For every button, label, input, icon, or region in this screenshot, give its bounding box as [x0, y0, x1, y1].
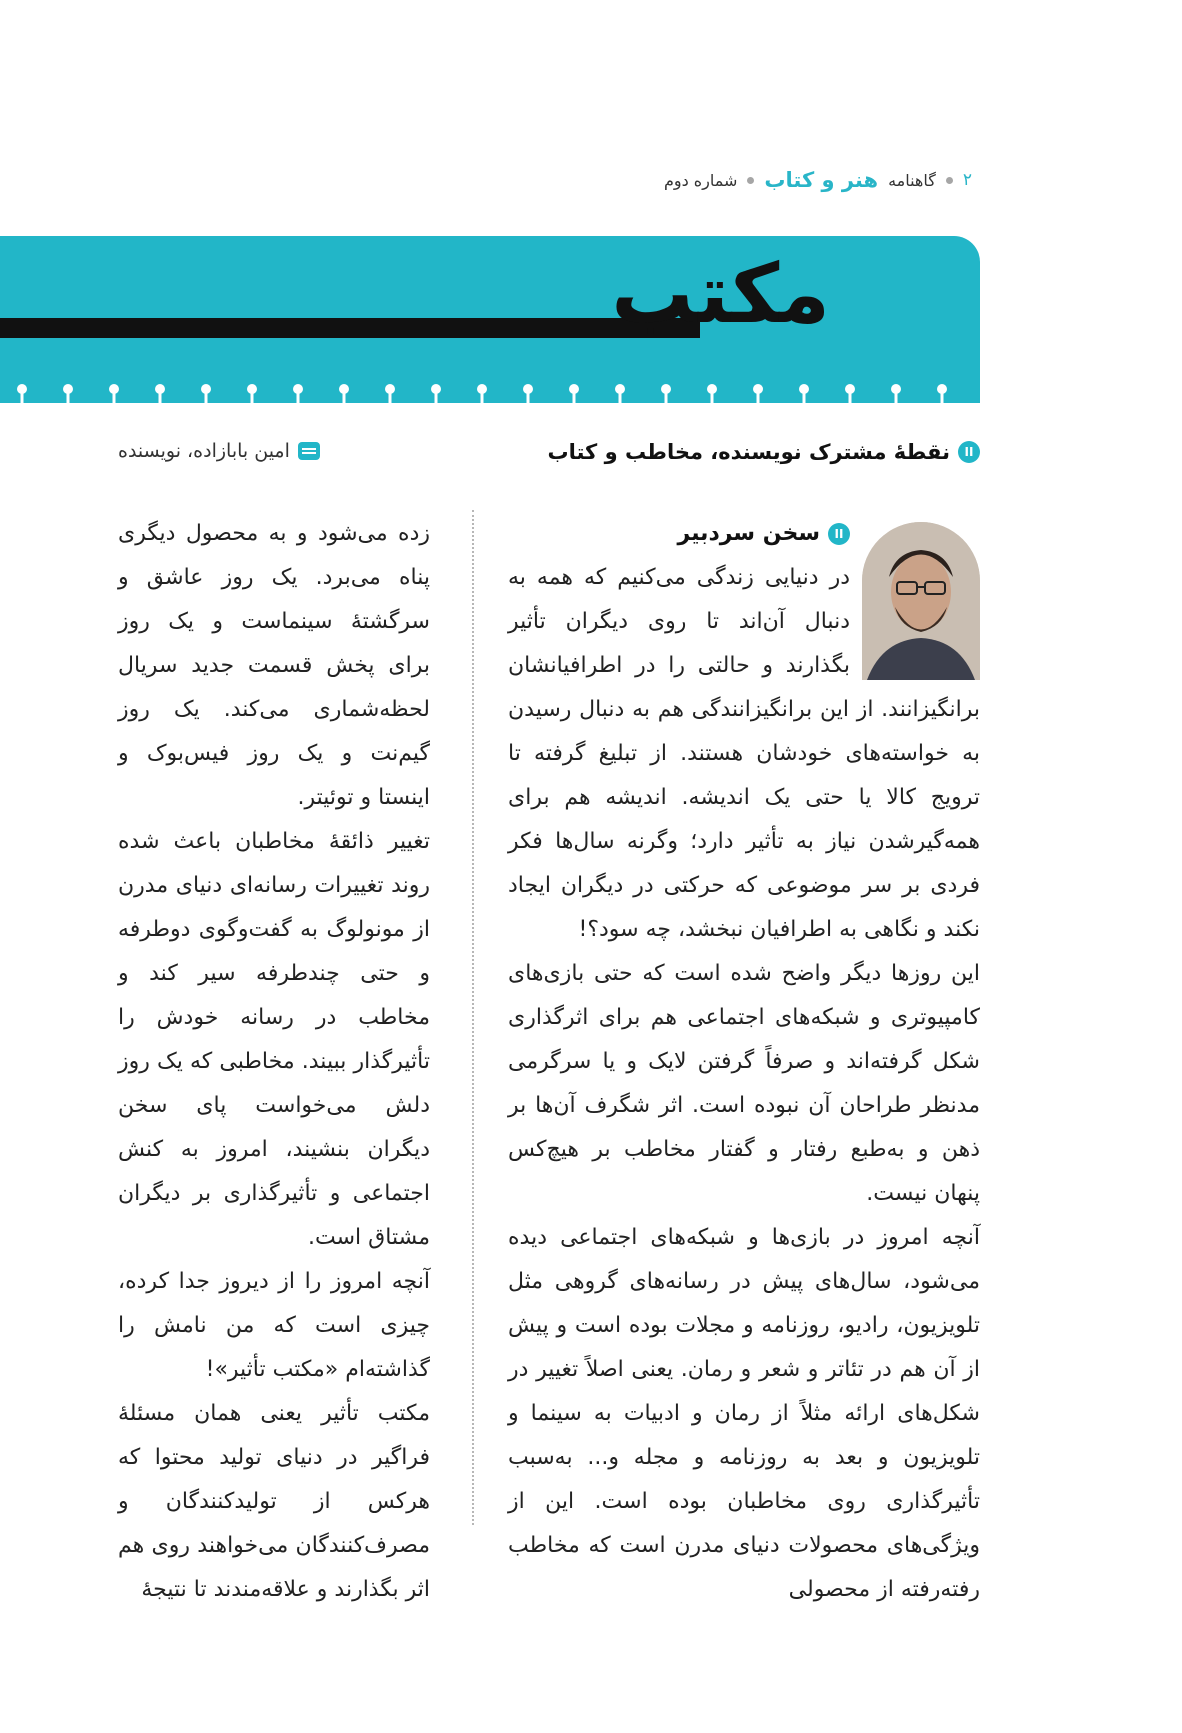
pin-stem-icon: [343, 391, 346, 405]
magazine-logo: هنر و کتاب: [764, 168, 879, 192]
banner-title: مکتب: [611, 247, 830, 342]
separator-dot-icon: [747, 177, 754, 184]
pin-stem-icon: [113, 391, 116, 405]
magazine-prefix: گاهنامه: [888, 170, 936, 190]
pin-stem-icon: [205, 391, 208, 405]
left-column: [118, 512, 430, 1612]
separator-dot-icon: [946, 177, 953, 184]
pin-stem-icon: [941, 391, 944, 405]
pin-stem-icon: [297, 391, 300, 405]
pin-stem-icon: [481, 391, 484, 405]
section-heading: [508, 512, 850, 556]
pin-stem-icon: [757, 391, 760, 405]
pin-stem-icon: [711, 391, 714, 405]
pin-stem-icon: [251, 391, 254, 405]
pin-stem-icon: [803, 391, 806, 405]
paragraph: آنچه امروز در بازی‌ها و شبکه‌های اجتماعی دیده می‌شود، سال‌های پیش در رسانه‌های گروهی مثل تلویزیون، رادیو، روزنامه و مجلات بوده است و پیش از آن هم در تئاتر و شعر و رمان. یعنی اصلاً تغییر در شکل‌های ارائه مثلاً از رمان و ادبیات به سینما و تلویزیون و بعد به روزنامه و مجله و... به‌سبب تأثیرگذاری روی مخاطبان بوده است. این از ویژگی‌های محصولات دنیای مدرن است که مخاطب رفته‌رفته از محصولی: [508, 1225, 980, 1602]
article-author-text: امین بابازاده، نویسنده: [118, 440, 290, 462]
paragraph: این روزها دیگر واضح شده است که حتی بازی‌های کامپیوتری و شبکه‌های اجتماعی هم برای اثرگذاری شکل گرفته‌اند و صرفاً گرفتن لایک و یا سرگرمی مدنظر طراحان آن نبوده است. اثر شگرف آن‌ها بر ذهن و به‌طبع رفتار و گفتار مخاطب بر هیچ‌کس پنهان نیست.: [508, 961, 980, 1206]
right-column: [508, 512, 980, 1612]
author-photo: [862, 522, 980, 680]
pause-icon: II: [828, 523, 850, 545]
article-author: [118, 440, 320, 462]
pin-stem-icon: [435, 391, 438, 405]
column-divider: [472, 510, 474, 1525]
pin-stem-icon: [849, 391, 852, 405]
pin-stem-icon: [573, 391, 576, 405]
speech-bubble-icon: [298, 442, 320, 460]
pin-stem-icon: [619, 391, 622, 405]
section-heading-text: سخن سردبیر: [677, 521, 820, 546]
paragraph: آنچه امروز را از دیروز جدا کرده، چیزی است که من نامش را گذاشته‌ام «مکتب تأثیر»!: [118, 1269, 430, 1382]
pin-stem-icon: [665, 391, 668, 405]
banner-pin-border: [0, 377, 980, 411]
banner-black-bar: [0, 318, 700, 338]
pin-stem-icon: [21, 391, 24, 405]
pin-stem-icon: [67, 391, 70, 405]
page-number: ۲: [962, 170, 972, 190]
pin-stem-icon: [159, 391, 162, 405]
pin-stem-icon: [895, 391, 898, 405]
pin-stem-icon: [527, 391, 530, 405]
page-header: [664, 168, 972, 192]
pause-icon: II: [958, 441, 980, 463]
paragraph: زده می‌شود و به محصول دیگری پناه می‌برد. یک روز عاشق و سرگشتهٔ سینماست و یک روز برای پخش قسمت جدید سریال لحظه‌شماری می‌کند. یک روز گیم‌نت و یک روز فیس‌بوک و اینستا و توئیتر.: [118, 521, 430, 810]
paragraph: در دنیایی زندگی می‌کنیم که همه به دنبال آن‌اند تا روی دیگران تأثیر بگذارند و حالتی را در اطرافیانشان برانگیزانند. از این برانگیزانندگی هم به دنبال رسیدن به خواسته‌های خودشان هستند. از تبلیغ گرفته تا ترویج کالا یا حتی یک اندیشه. اندیشه هم برای همه‌گیرشدن نیاز به تأثیر دارد؛ وگرنه سال‌ها فکر فردی بر سر موضوعی که حرکتی در دیگران ایجاد نکند و نگاهی به اطرافیان نبخشد، چه سود؟!: [508, 565, 980, 942]
article-title-text: نقطهٔ مشترک نویسنده، مخاطب و کتاب: [547, 440, 950, 464]
section-banner: [0, 236, 980, 411]
paragraph: تغییر ذائقهٔ مخاطبان باعث شده روند تغییرات رسانه‌ای دنیای مدرن از مونولوگ به گفت‌وگوی دوطرفه و حتی چندطرفه سیر کند و مخاطب در رسانه خودش را تأثیرگذار ببیند. مخاطبی که یک روز دلش می‌خواست پای سخن دیگران بنشیند، امروز به کنش اجتماعی و تأثیرگذاری بر دیگران مشتاق است.: [118, 829, 430, 1250]
paragraph: مکتب تأثیر یعنی همان مسئلهٔ فراگیر در دنیای تولید محتوا که هرکس از تولیدکنندگان و مصرف‌کنندگان می‌خواهند روی هم اثر بگذارند و علاقه‌مندند تا نتیجهٔ: [118, 1401, 430, 1602]
issue-label: شماره دوم: [663, 170, 738, 190]
article-title: [548, 440, 981, 464]
pin-stem-icon: [389, 391, 392, 405]
